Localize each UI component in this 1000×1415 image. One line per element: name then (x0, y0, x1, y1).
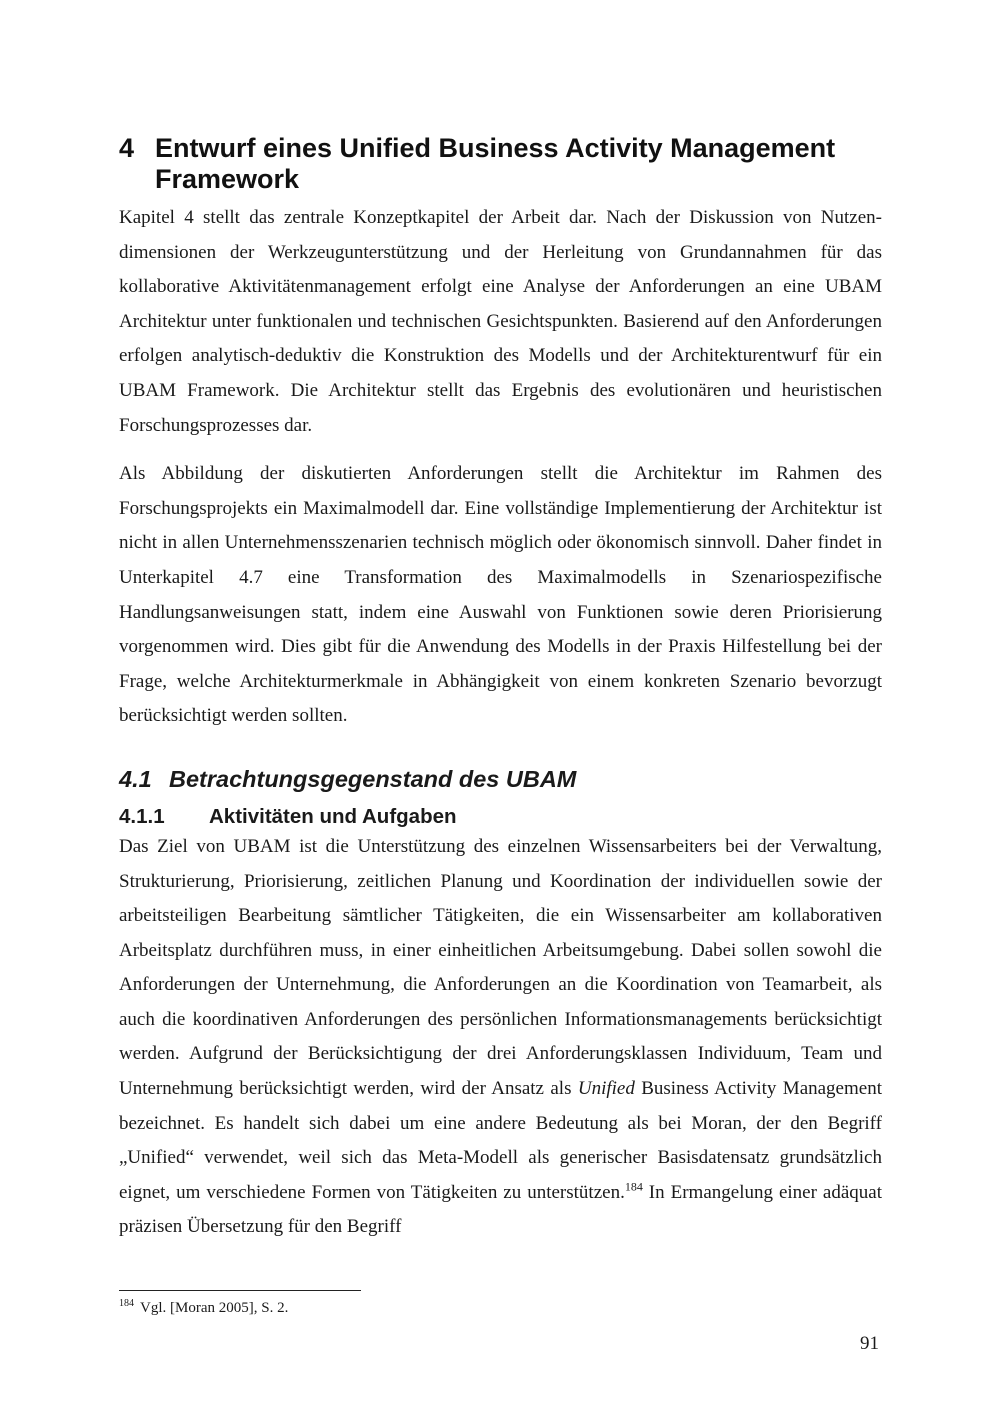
footnote-text: Vgl. [Moran 2005], S. 2. (140, 1300, 289, 1316)
subsection-number: 4.1.1 (119, 804, 165, 828)
main-content (119, 133, 882, 1245)
intro-paragraph-1: Kapitel 4 stellt das zentrale Konzeptkapitel der Arbeit dar. Nach der Diskussion von Nutzendimensionen der Werkzeugunterstützung und der Herleitung von Grundannahmen für das kollaborative Aktivitätenmanagement erfolgt eine Analyse der Anforderungen an eine UBAM Architektur unter funktionalen und technischen Gesichtspunkten. Basierend auf den Anforderungen erfolgen analytisch-deduktiv die Konstruktion des Modells und der Architekturentwurf für ein UBAM Framework. Die Architektur stellt das Ergebnis des evolutionären und heuristischen Forschungsprozesses dar. (119, 207, 882, 436)
paragraph-text-part1: Das Ziel von UBAM ist die Unterstützung des einzelnen Wissensarbeiters bei der Verwaltung, Strukturierung, Priorisierung, zeitlichen Planung und Koordination der individuellen sowie der arbeitsteiligen Bearbeitung sämtlicher Tätigkeiten, die ein Wissensarbeiter am kollaborativen Arbeitsplatz durchführen muss, in einer einheitlichen Arbeitsumgebung. Dabei sollen sowohl die Anforderungen der Unternehmung, die Anforderungen an die Koordination von Teamarbeit, als auch die koordinativen Anforderungen des persönlichen Informationsmanagements berücksichtigt werden. Aufgrund der Berücksichtigung der drei Anforderungsklassen Individuum, Team und Unternehmung berücksichtigt werden, wird der Ansatz als (119, 835, 882, 1100)
footnote-divider (119, 1290, 361, 1291)
paragraph-italic-term: Unified (577, 1078, 635, 1100)
section-heading (119, 764, 882, 794)
subsection-paragraph (119, 830, 882, 1245)
chapter-number: 4 (119, 133, 135, 163)
footnote-marker: 184 (119, 1298, 134, 1309)
page-number: 91 (860, 1333, 879, 1354)
intro-paragraph-2: Als Abbildung der diskutierten Anforderungen stellt die Architektur im Rahmen des Forschungsprojekts ein Maximalmodell dar. Eine vollständige Implementierung der Architektur ist nicht in allen Unternehmensszenarien technisch möglich oder ökonomisch sinnvoll. Daher findet in Unterkapitel 4.7 eine Transformation des Maximalmodells in Szenariospezifische Handlungsanweisungen statt, indem eine Auswahl von Funktionen sowie deren Priorisierung vorgenommen wird. Dies gibt für die Anwendung des Modells in der Praxis Hilfestellung bei der Frage, welche Architekturmerkmale in Abhängigkeit von einem konkreten Szenario bevorzugt berücksichtigt werden sollten. (119, 463, 882, 727)
subsection-heading (119, 804, 882, 830)
paragraph-text-part3: In Ermangelung einer adäquat präzisen Übersetzung für den Begriff (119, 1181, 882, 1238)
paragraph-text-part2: Business Activity Management bezeichnet. Es handelt sich dabei um eine andere Bedeutung als bei Moran, der den Begriff „Unified“ verwendet, weil sich das Meta-Modell als generischer Basisdatensatz grundsätzlich eignet, um verschiedene Formen von Tätigkeiten zu unterstützen. (119, 1078, 882, 1203)
section-title: Betrachtungsgegenstand des UBAM (169, 765, 577, 792)
section-number: 4.1 (119, 765, 152, 792)
footnote-reference[interactable]: 184 (624, 1179, 643, 1194)
chapter-title: Entwurf eines Unified Business Activity Management Framework (155, 133, 836, 194)
subsection-title: Aktivitäten und Aufgaben (209, 804, 457, 828)
footnote (119, 1298, 288, 1318)
chapter-heading (119, 133, 882, 195)
